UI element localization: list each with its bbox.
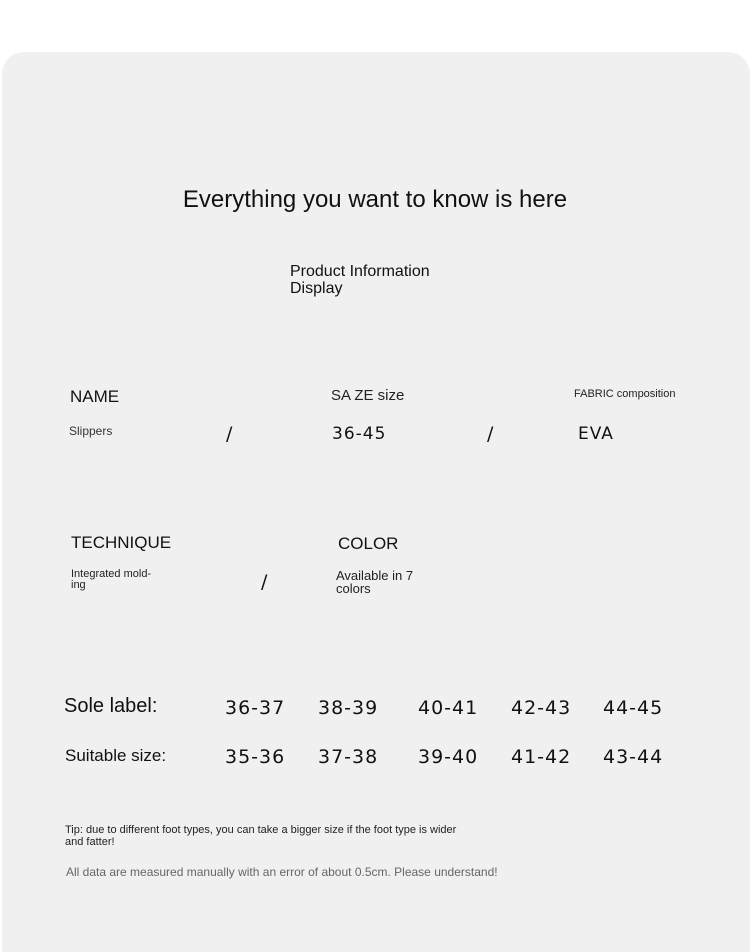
- name-value: Slippers: [69, 424, 113, 438]
- sole-size-cell: 38-39: [318, 697, 379, 719]
- suitable-size-cell: 39-40: [418, 746, 479, 768]
- measurement-note: All data are measured manually with an error of about 0.5cm. Please understand!: [66, 865, 498, 879]
- size-value: 36-45: [332, 424, 387, 444]
- sizing-tip: Tip: due to different foot types, you can take a bigger size if the foot type is wider and fatter!: [65, 824, 457, 848]
- sole-size-cell: 42-43: [511, 697, 572, 719]
- separator-slash: /: [261, 571, 268, 593]
- technique-value: Integrated mold-ing: [71, 568, 152, 591]
- technique-label: TECHNIQUE: [71, 533, 172, 552]
- color-value: Available in 7 colors: [336, 568, 414, 596]
- size-label: SA ZE size: [331, 387, 405, 404]
- separator-slash: /: [487, 423, 494, 445]
- name-label: NAME: [70, 387, 120, 406]
- sole-size-cell: 36-37: [225, 697, 286, 719]
- fabric-value: EVA: [578, 424, 614, 444]
- page-subheading: Product Information Display: [290, 263, 430, 297]
- color-label: COLOR: [338, 534, 399, 553]
- suitable-size-heading: Suitable size:: [65, 746, 167, 765]
- sole-size-cell: 44-45: [603, 697, 664, 719]
- suitable-size-cell: 37-38: [318, 746, 379, 768]
- separator-slash: /: [226, 423, 233, 445]
- fabric-label: FABRIC composition: [574, 388, 676, 400]
- suitable-size-cell: 35-36: [225, 746, 286, 768]
- page-headline: Everything you want to know is here: [182, 186, 568, 213]
- sole-label-heading: Sole label:: [64, 695, 158, 717]
- sole-size-cell: 40-41: [418, 697, 479, 719]
- suitable-size-cell: 43-44: [603, 746, 664, 768]
- suitable-size-cell: 41-42: [511, 746, 572, 768]
